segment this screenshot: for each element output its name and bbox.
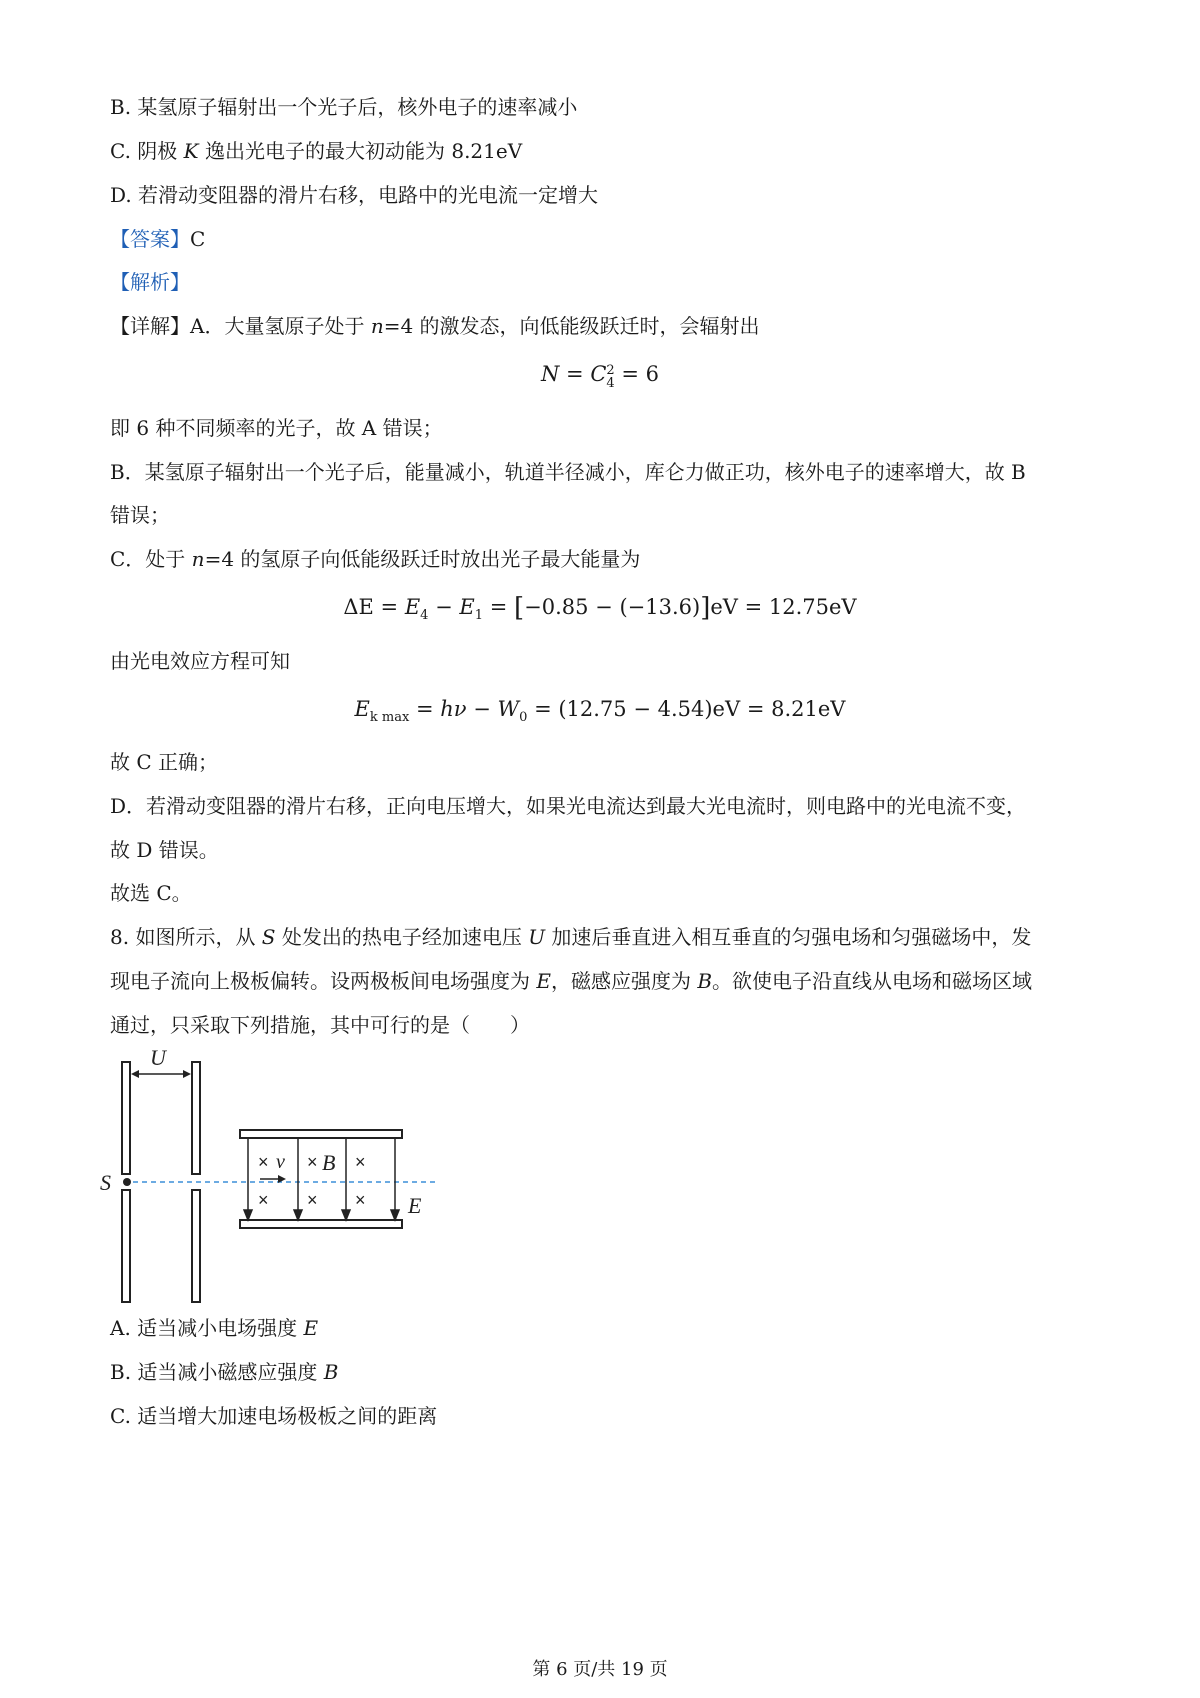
svg-text:×: × — [355, 1152, 366, 1172]
text-part: C．处于 — [110, 547, 192, 571]
text-part: C. 阴极 — [110, 139, 184, 163]
prev-option-b: B. 某氢原子辐射出一个光子后，核外电子的速率减小 — [110, 95, 578, 119]
eq-tail: eV = 12.75eV — [710, 595, 857, 619]
b-explanation-1: B．某氢原子辐射出一个光子后，能量减小，轨道半径减小，库仑力做正功，核外电子的速率增大，故 B — [110, 460, 1026, 484]
text-part: ，磁感应强度为 — [550, 969, 698, 993]
svg-text:×: × — [307, 1152, 318, 1172]
eq-tail: = (12.75 − 4.54)eV = 8.21eV — [527, 697, 846, 721]
answer-line — [110, 225, 205, 253]
source-point — [123, 1178, 131, 1186]
label-v: v — [276, 1151, 285, 1173]
text-part: =4 的氢原子向低能级跃迁时放出光子最大能量为 — [204, 547, 641, 571]
label-b: B — [322, 1150, 336, 1175]
label-e: E — [408, 1193, 422, 1218]
var-e: E — [303, 1316, 319, 1340]
text-part: 现电子流向上极板偏转。设两极板间电场强度为 — [110, 969, 537, 993]
d-explanation-2: 故 D 错误。 — [110, 838, 219, 862]
svg-text:×: × — [258, 1190, 269, 1210]
eq-w-sub: 0 — [519, 710, 528, 726]
arrow-head-left — [131, 1070, 139, 1078]
eq-w: W — [497, 697, 520, 721]
var-s: S — [261, 925, 276, 949]
left-plate-top — [122, 1062, 130, 1174]
physics-diagram — [100, 1040, 500, 1310]
eq-c: C — [590, 362, 607, 386]
right-plate-top — [192, 1062, 200, 1174]
prev-option-c — [110, 137, 522, 165]
d-explanation-1: D．若滑动变阻器的滑片右移，正向电压增大，如果光电流达到最大光电流时，则电路中的光电流不变， — [110, 794, 1027, 818]
text-part: 【详解】A．大量氢原子处于 — [110, 314, 371, 338]
eq-ek: E — [354, 697, 370, 721]
text-part: 加速后垂直进入相互垂直的匀强电场和匀强磁场中，发 — [545, 925, 1032, 949]
magnetic-field-crosses — [258, 1152, 366, 1210]
option-b — [110, 1358, 338, 1386]
eq-n: N — [541, 362, 560, 386]
eq-inner: −0.85 − (−13.6) — [524, 595, 701, 619]
upper-field-plate — [240, 1130, 402, 1138]
var-b: B — [697, 969, 713, 993]
eq-e1: E — [459, 595, 475, 619]
equation-kinetic: $E_{k max} = h\nu - W_0 = (12.75 - 4.54)eV = 8.21eV$ — [354, 697, 846, 726]
label-s: S — [100, 1170, 111, 1195]
a-conclusion: 即 6 种不同频率的光子，故 A 错误； — [110, 416, 443, 440]
lower-field-plate — [240, 1220, 402, 1228]
text-part: B. 适当减小磁感应强度 — [110, 1360, 324, 1384]
equation-energy: $\Delta E = E_4 - E_1 = [-0.85 - (-13.6)]eV = 12.75eV$ — [343, 593, 857, 624]
svg-text:×: × — [258, 1152, 269, 1172]
text-part: 逸出光电子的最大初动能为 8.21eV — [198, 139, 523, 163]
arrow-head-right — [183, 1070, 191, 1078]
prev-option-d: D. 若滑动变阻器的滑片右移，电路中的光电流一定增大 — [110, 183, 599, 207]
detail-line — [110, 312, 760, 340]
text-part: 处发出的热电子经加速电压 — [275, 925, 529, 949]
page-footer: 第 6 页/共 19 页 — [532, 1659, 668, 1680]
variable-n: n — [191, 547, 205, 571]
eq-rhs: = 6 — [614, 362, 659, 386]
q8-line-3: 通过，只采取下列措施，其中可行的是（ ） — [110, 1013, 530, 1037]
eq-sup: 2 — [606, 363, 615, 378]
text-part: =4 的激发态，向低能级跃迁时，会辐射出 — [383, 314, 760, 338]
c-explanation — [110, 545, 640, 573]
eq-e4-sub: 4 — [420, 608, 429, 624]
text-part: 8. 如图所示，从 — [110, 925, 262, 949]
variable-k: K — [183, 139, 199, 163]
eq-ek-sub: k max — [369, 710, 410, 726]
eq-e1-sub: 1 — [474, 608, 484, 624]
svg-text:×: × — [355, 1190, 366, 1210]
equation-combinations — [0, 357, 1200, 391]
eq-sub: 4 — [606, 376, 615, 391]
svg-text:×: × — [307, 1190, 318, 1210]
answer-value: C — [190, 227, 206, 251]
var-u: U — [528, 925, 546, 949]
eq-hv: hν — [440, 697, 467, 721]
right-plate-bottom — [192, 1190, 200, 1302]
c-conclusion: 故 C 正确； — [110, 750, 219, 774]
option-a — [110, 1314, 318, 1342]
analysis-label: 【解析】 — [110, 270, 190, 294]
final-choice: 故选 C。 — [110, 881, 192, 905]
var-e: E — [536, 969, 551, 993]
var-b: B — [323, 1360, 339, 1384]
variable-n: n — [370, 314, 384, 338]
answer-label: 【答案】 — [110, 227, 190, 251]
left-plate-bottom — [122, 1190, 130, 1302]
label-u: U — [150, 1045, 166, 1070]
eq-e4: E — [404, 595, 421, 619]
eq-delta-e: ΔE — [343, 595, 374, 619]
text-part: 。欲使电子沿直线从电场和磁场区域 — [712, 969, 1033, 993]
option-c: C. 适当增大加速电场极板之间的距离 — [110, 1404, 438, 1428]
q8-line-1 — [110, 923, 1031, 951]
text-part: A. 适当减小电场强度 — [110, 1316, 304, 1340]
b-explanation-2: 错误； — [110, 503, 170, 527]
photoelectric-line: 由光电效应方程可知 — [110, 649, 290, 673]
q8-line-2 — [110, 967, 1032, 995]
eq-sign: = — [559, 362, 591, 386]
